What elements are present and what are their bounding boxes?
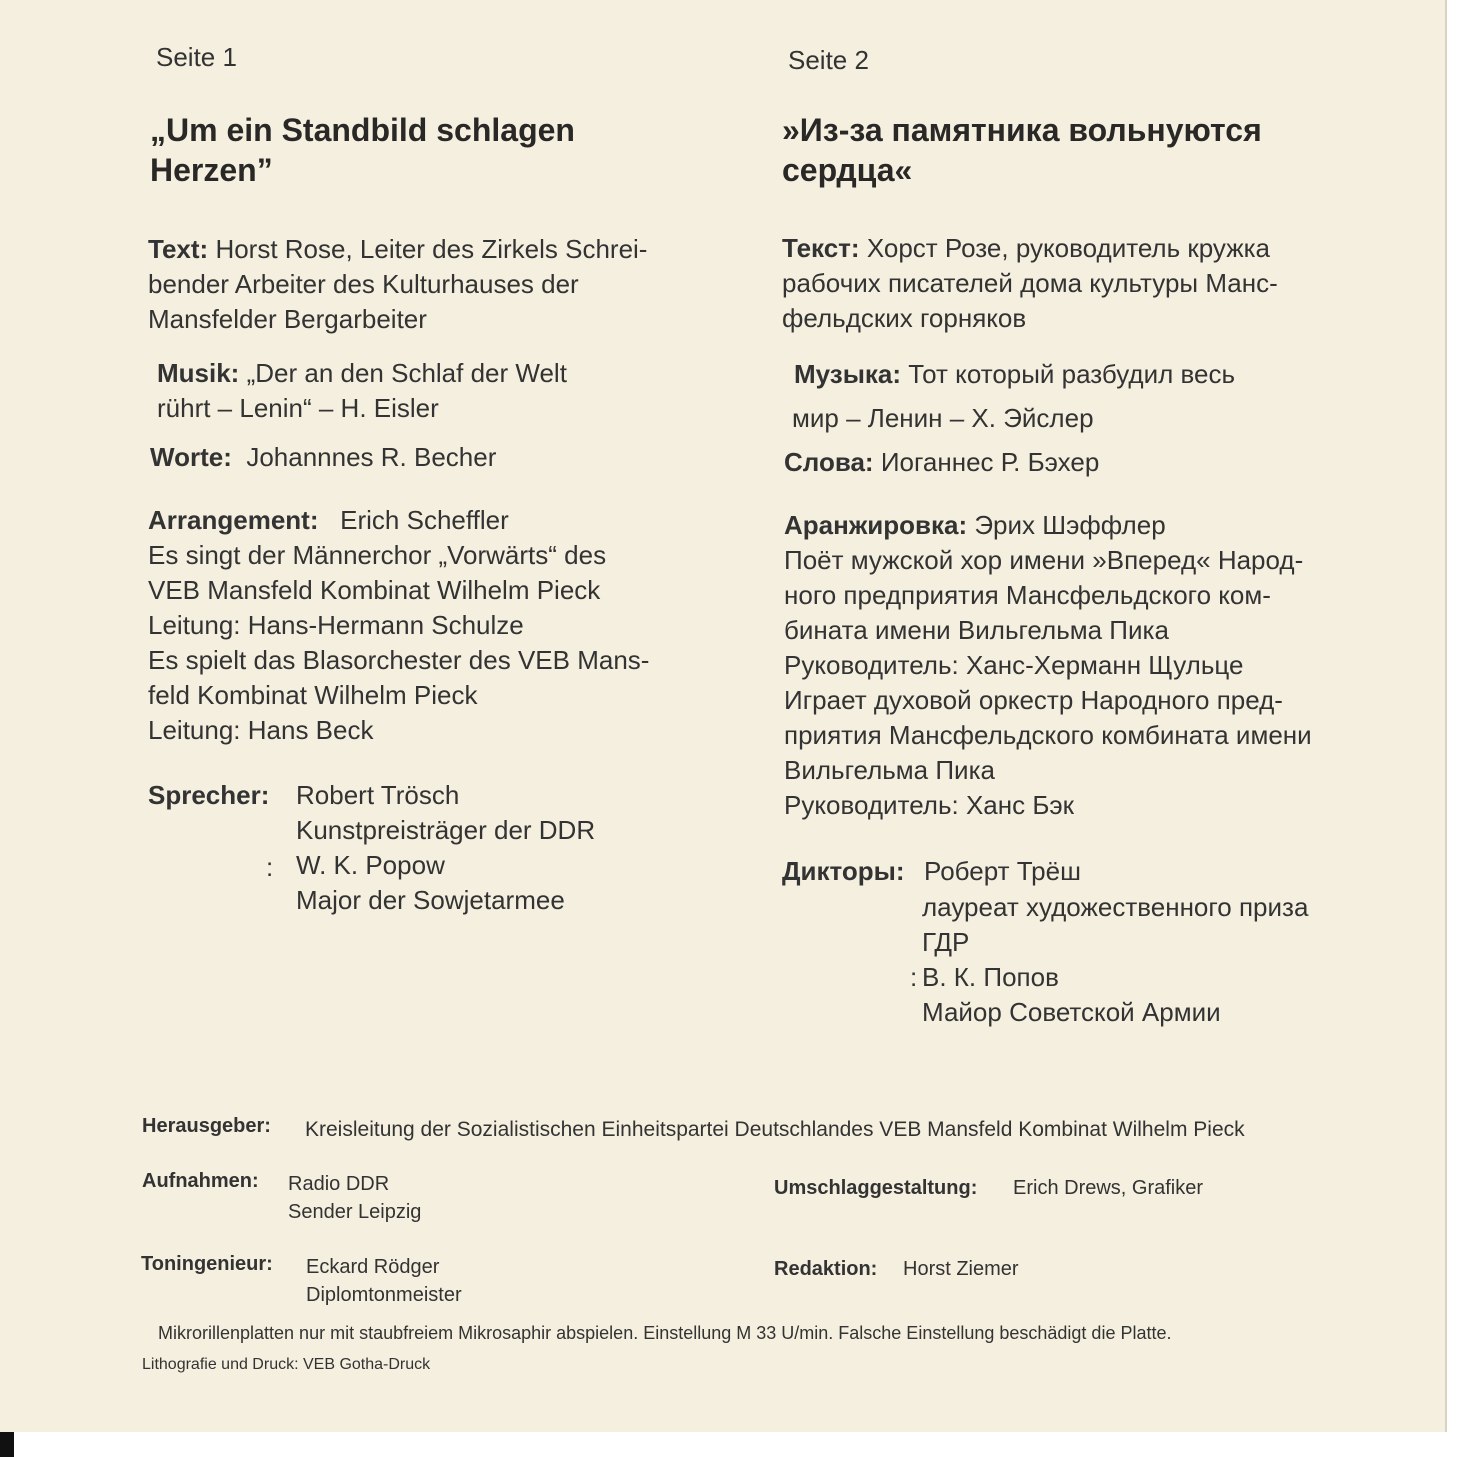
left-credit-line-3: Leitung: Hans-Hermann Schulze	[148, 610, 524, 640]
left-text-line-3: Mansfelder Bergarbeiter	[148, 304, 427, 334]
left-credit-line-2: VEB Mansfeld Kombinat Wilhelm Pieck	[148, 575, 601, 605]
footer-aufnahmen-line-2: Sender Leipzig	[288, 1201, 422, 1223]
left-musik-label: Musik:	[157, 358, 240, 388]
right-slova-credit	[784, 445, 1099, 480]
right-diktory-line-4: В. К. Попов	[922, 962, 1059, 992]
footer-herausgeber-label: Herausgeber:	[142, 1115, 271, 1137]
right-musik-label: Музыка:	[794, 359, 902, 389]
left-title-line-2: Herzen”	[150, 152, 273, 188]
right-text-label: Текст:	[782, 233, 860, 263]
left-sprecher-colon: :	[266, 852, 274, 882]
right-diktory-label: Дикторы:	[782, 856, 905, 886]
footer-herausgeber-value: Kreisleitung der Sozialistischen Einheitspartei Deutschlandes VEB Mansfeld Kombinat Wilhelm Pieck	[305, 1118, 1245, 1141]
right-diktory-line-5: Майор Советской Армии	[922, 997, 1221, 1027]
left-text-label: Text:	[148, 234, 209, 264]
left-musik-line-2: rührt – Lenin“ – H. Eisler	[157, 393, 439, 423]
right-slova-value: Иоганнес Р. Бэхер	[880, 447, 1100, 477]
right-title-line-1: »Из-за памятника вольнуются	[782, 112, 1262, 148]
right-diktory-line-2: лауреат художественного приза	[922, 892, 1309, 922]
right-text-line-2: рабочих писателей дома культуры Манс-	[782, 268, 1278, 298]
left-text-credit	[148, 232, 647, 337]
left-sprecher-line-1: Robert Trösch	[296, 780, 460, 810]
left-text-line-2: bender Arbeiter des Kulturhauses der	[148, 269, 579, 299]
right-diktory-line-3: ГДР	[922, 927, 970, 957]
right-credit-line-3: бината имени Вильгельма Пика	[784, 615, 1169, 645]
left-sprecher-line-2: Kunstpreisträger der DDR	[296, 815, 596, 845]
right-credit-line-5: Играет духовой оркестр Народного пред-	[784, 685, 1283, 715]
left-title-line-1: „Um ein Standbild schlagen	[150, 112, 575, 148]
right-musik-line-1: Тот который разбудил весь	[908, 359, 1236, 389]
right-diktory-list	[922, 890, 1308, 1030]
left-worte-label: Worte:	[150, 442, 232, 472]
right-arrangement-value: Эрих Шэффлер	[974, 510, 1166, 540]
right-text-line-3: фельдских горняков	[782, 303, 1027, 333]
right-credit-line-1: Поёт мужской хор имени »Вперед« Народ-	[784, 545, 1304, 575]
footer-toningenieur-label: Toningenieur:	[141, 1253, 273, 1275]
right-credit-line-7: Вильгельма Пика	[784, 755, 995, 785]
left-worte-value: Johannnes R. Becher	[246, 442, 497, 472]
left-sprecher-line-4: Major der Sowjetarmee	[296, 885, 565, 915]
footer-aufnahmen-label: Aufnahmen:	[142, 1170, 259, 1192]
left-musik-line-1: „Der an den Schlaf der Welt	[246, 358, 567, 388]
playback-notice: Mikrorillenplatten nur mit staubfreiem Mikrosaphir abspielen. Einstellung M 33 U/min. Falsche Einstellung beschädigt die Platte.	[158, 1323, 1172, 1343]
right-credit-line-8: Руководитель: Ханс Бэк	[784, 790, 1075, 820]
left-sprecher-list	[296, 778, 595, 918]
left-arrangement-block	[148, 503, 649, 748]
left-sprecher-line-3: W. K. Popow	[296, 850, 445, 880]
right-musik-line-2: мир – Ленин – Х. Эйслер	[792, 403, 1094, 433]
right-diktory-line-1: Роберт Трёш	[924, 856, 1081, 886]
left-text-line-1: Horst Rose, Leiter des Zirkels Schrei-	[215, 234, 648, 264]
right-credit-line-2: ного предприятия Мансфельдского ком-	[784, 580, 1271, 610]
right-title	[782, 110, 1262, 190]
left-credit-line-6: Leitung: Hans Beck	[148, 715, 374, 745]
right-text-line-1: Хорст Розе, руководитель кружка	[866, 233, 1271, 263]
left-arrangement-value: Erich Scheffler	[340, 505, 509, 535]
scan-edge	[0, 1432, 1457, 1457]
side-1-label: Seite 1	[156, 42, 237, 72]
right-credit-line-4: Руководитель: Ханс-Херманн Щульце	[784, 650, 1244, 680]
right-slova-label: Слова:	[784, 447, 874, 477]
right-title-line-2: сердца«	[782, 152, 913, 188]
right-musik-line-1-row	[794, 357, 1235, 392]
right-credit-line-6: приятия Мансфельдского комбината имени	[784, 720, 1312, 750]
right-text-credit	[782, 231, 1278, 336]
printer-credit: Lithografie und Druck: VEB Gotha-Druck	[142, 1356, 431, 1373]
right-diktory-colon: :	[910, 962, 918, 992]
left-musik-credit	[157, 356, 567, 426]
footer-toningenieur-line-2: Diplomtonmeister	[306, 1284, 462, 1306]
left-title	[150, 110, 575, 190]
left-credit-line-4: Es spielt das Blasorchester des VEB Mans-	[148, 645, 650, 675]
footer-aufnahmen-list	[288, 1170, 421, 1226]
left-sprecher-label: Sprecher:	[148, 780, 270, 810]
left-credit-line-1: Es singt der Männerchor „Vorwärts“ des	[148, 540, 607, 570]
right-arrangement-block	[784, 508, 1312, 823]
footer-toningenieur-list	[306, 1253, 462, 1309]
side-2-label: Seite 2	[788, 45, 869, 75]
footer-redaktion-value: Horst Ziemer	[903, 1258, 1019, 1280]
footer-toningenieur-line-1: Eckard Rödger	[306, 1256, 440, 1278]
footer-umschlag-label: Umschlaggestaltung:	[774, 1177, 978, 1199]
right-arrangement-label: Аранжировка:	[784, 510, 968, 540]
footer-umschlag-value: Erich Drews, Grafiker	[1013, 1177, 1204, 1199]
left-worte-credit	[150, 440, 496, 475]
left-credit-line-5: feld Kombinat Wilhelm Pieck	[148, 680, 478, 710]
left-arrangement-label: Arrangement:	[148, 505, 319, 535]
footer-aufnahmen-line-1: Radio DDR	[288, 1173, 390, 1195]
footer-redaktion-label: Redaktion:	[774, 1258, 878, 1280]
